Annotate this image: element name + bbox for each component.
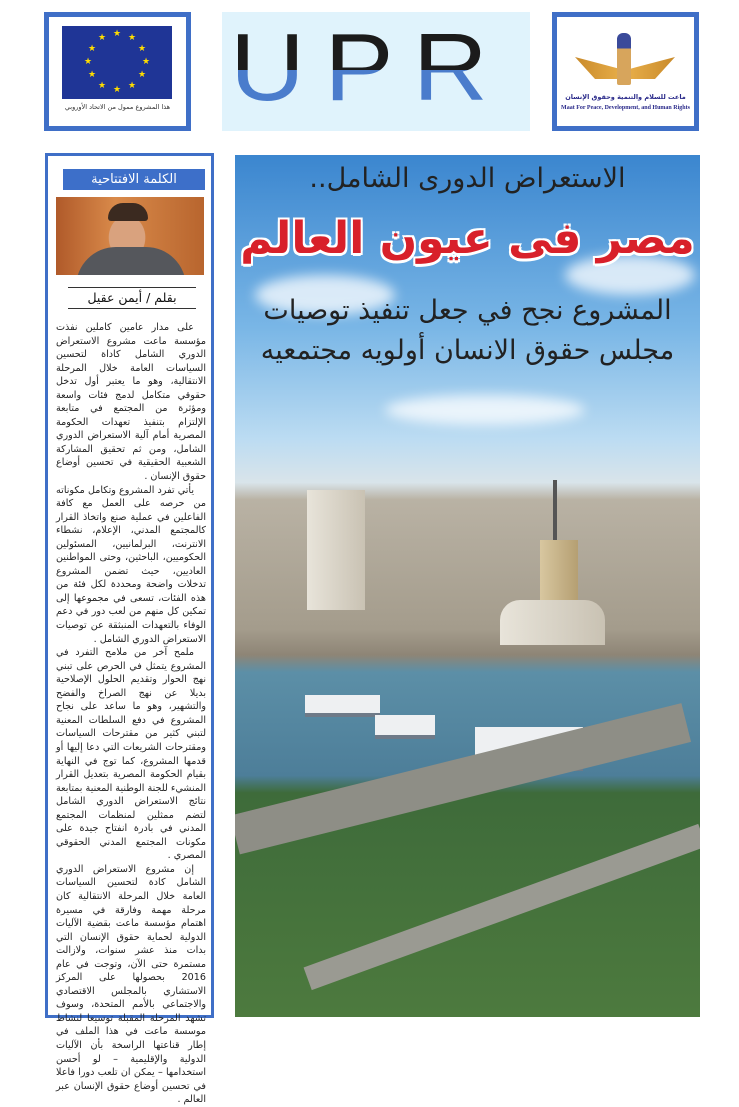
eu-flag-icon: ★ ★ ★ ★ ★ ★ ★ ★ ★ ★ ★ ★ xyxy=(62,26,172,99)
cover-subheadline: المشروع نجح في جعل تنفيذ توصيات xyxy=(263,295,672,326)
maat-logo-box xyxy=(552,12,699,131)
eu-caption: هذا المشروع ممول من الاتحاد الأوروبي xyxy=(64,103,171,111)
cover-kicker: الاستعراض الدورى الشامل.. xyxy=(309,163,626,194)
maat-name-arabic: ماعت للسلام والتنمية وحقوق الإنسان xyxy=(565,93,686,101)
maat-name-english: Maat For Peace, Development, and Human Rights xyxy=(561,105,690,111)
upr-logo-text: UPR xyxy=(230,14,508,121)
editorial-sidebar xyxy=(45,153,214,1106)
article-paragraph: يأتي تفرد المشروع وتكامل مكوناته من حرصه على العمل مع كافة الفاعلين في عملية صنع واتخاذ القرار كالمجتمع المدني، الإعلام، نشطاء الانترنت، البرلمانيين، المسئولين الحكوميين، الباحثين، وحتى المواطنين العاديين، حيث تضمن المشروع تدخلات واضحة ومحددة لكل فئة من هذه الفئات، تسعى في مجموعها إلى تمكين كل منهم من لعب دور في دعم الوفاء بالتعهدات المنبثقة عن توصيات الاستعراض الدوري الشامل . xyxy=(56,484,206,645)
byline: بقلم / أيمن عقيل xyxy=(68,287,196,309)
author-photo xyxy=(56,197,204,275)
cover-subheadline: مجلس حقوق الانسان أولويه مجتمعيه xyxy=(260,335,675,366)
upr-logo xyxy=(222,12,530,131)
cover-photo-cairo xyxy=(235,155,700,1017)
article-paragraph: على مدار عامين كاملين نفذت مؤسسة ماعت مشروع الاستعراض الدوري الشامل كاداة لتحسين السياسات العامة خلال المرحلة الانتقالية، وهو ما يعتبر أول تدخل حقوقي متكامل لدمج فئات واسعة ومؤثرة من المجتمع في متابعة الإلتزام بتنفيذ تعهدات الحكومة المصرية أمام آلية الاستعراض الدوري الشامل، ومن ثم تحقيق المشاركة الشعبية الحقيقية في تحسين أوضاع حقوق الإنسان . xyxy=(56,322,206,483)
isis-figure-icon xyxy=(617,33,631,85)
editorial-article xyxy=(56,321,206,1107)
editorial-title: الكلمة الافتتاحية xyxy=(63,169,205,190)
cover-headline: مصر فى عيون العالم xyxy=(240,213,695,264)
eu-logo-box xyxy=(44,12,191,131)
article-paragraph: ملمح آخر من ملامح التفرد في المشروع يتمثل في الحرص على تبني نهج الحوار وتقديم الحلول الإصلاحية بديلا عن نهج الصراخ والفضح والتشهير، وهو ما ساعد على نجاح المشروع في دفع السلطات المعنية لتبني كثير من مقترحات السياسات ومقترحات الشريعات التي دعا إليها أو قدمها المشروع، كما توج في النهاية بقيام الحكومة المصرية بتعديل القرار المنشيء للجنة الوطنية المعنية بمتابعة نتائج الاستعراض الدوري الشامل لتضم ممثلين لمنظمات المجتمع المدني في بادرة انفتاح جيدة على مكونات المجتمع المدني الحقوقي المصري . xyxy=(56,647,206,862)
article-paragraph: إن مشروع الاستعراض الدوري الشامل كادة لتحسين السياسات العامة خلال المرحلة الانتقالية كان مرحلة مهمة وفارقة في مسيرة اهتمام مؤسسة ماعت بقضية الآليات الدولية لحماية حقوق الإنسان التي بدات منذ عشر سنوات، ولازالت مستمرة حتى الآن، وتوجت في عام 2016 بحصولها على المركز الاستشاري بالمجلس الاقتصادي والاجتماعي بالأمم المتحدة، وسوف تشهد المرحلة المقبلة توسيعا لنشاط موسسة ماعت في هذا الملف في إطار قناعتها الراسخة بأن الآليات الدولية والإقليمية – لو أحسن استخدامها – يمكن ان تلعب دورا فاعلا في تحسين أوضاع حقوق الإنسان عبر العالم . xyxy=(56,863,206,1106)
